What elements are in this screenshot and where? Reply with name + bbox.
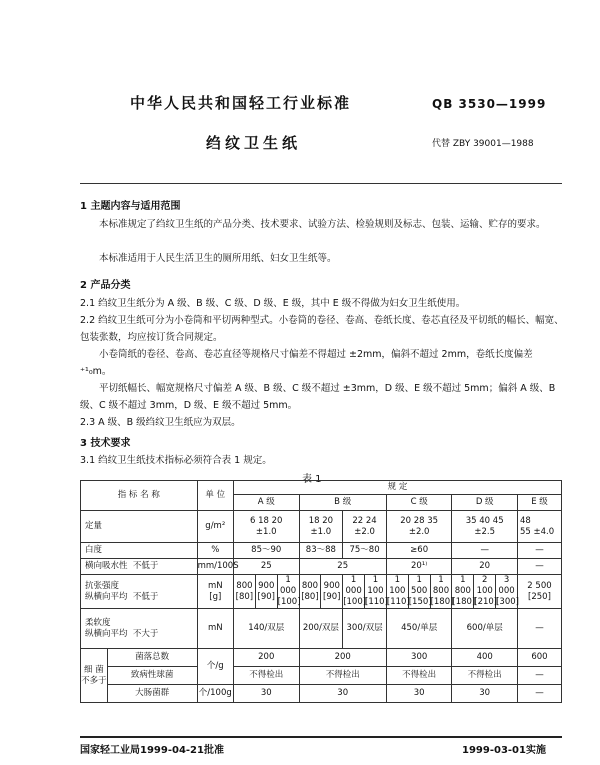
- micro-group-label: 细 菌: [84, 664, 104, 675]
- absorb-e: —: [517, 559, 561, 575]
- clause-2-2: 2.2 绉纹卫生纸可分为小卷筒和平切两种型式。小卷筒的卷径、卷高、卷纸长度、卷芯直径及平切纸的幅长、幅宽、包装张数，均应按订货合同规定。: [80, 315, 564, 343]
- quant-e-top: 48: [519, 515, 531, 526]
- row-absorbency: [81, 559, 562, 575]
- micro-group-label-2: 不多于: [81, 675, 107, 686]
- tensile-label-cell: [81, 575, 198, 609]
- soft-label-1: 柔软度: [85, 617, 111, 628]
- quant-b2: [343, 511, 387, 543]
- soft-suffix: 不大于: [132, 628, 159, 639]
- coliform-c: 30: [386, 685, 452, 703]
- quant-a-tol: ±1.0: [255, 526, 277, 537]
- absorb-c: 20¹⁾: [386, 559, 452, 575]
- pathogen-d: 不得检出: [452, 667, 518, 685]
- tensile-label-line-2: [85, 592, 197, 603]
- tensile-bracket: [80]: [235, 591, 254, 602]
- org-title: 中华人民共和国轻工行业标准: [130, 94, 352, 112]
- grade-a: A 级: [233, 495, 299, 511]
- white-label: 白度: [81, 543, 198, 559]
- hdr-indicator: 指 标 名 称: [81, 481, 198, 511]
- tensile-unit: [197, 575, 233, 609]
- section-1-para-1: [80, 216, 564, 233]
- tensile-bracket: [100]: [343, 597, 367, 607]
- tensile-cell: [452, 575, 474, 609]
- grade-d: D 级: [452, 495, 518, 511]
- quant-b1: [299, 511, 343, 543]
- quant-d: [452, 511, 518, 543]
- clause-2-2-para-3: [80, 380, 564, 414]
- tensile-cell: [408, 575, 430, 609]
- tensile-cell: [474, 575, 496, 609]
- pathogen-b: 不得检出: [299, 667, 386, 685]
- row-softness: [81, 609, 562, 649]
- tensile-value: 1 100: [389, 575, 406, 596]
- quant-a-values: 6 18 20: [250, 515, 283, 526]
- coliform-b: 30: [299, 685, 386, 703]
- footer-divider: [80, 736, 562, 738]
- section-1-para-2: [80, 250, 564, 267]
- colony-c: 300: [386, 649, 452, 667]
- pathogen-e: —: [517, 667, 561, 685]
- quant-label: 定量: [81, 511, 198, 543]
- tensile-label-1: 抗张强度: [85, 580, 120, 591]
- quant-c: [386, 511, 452, 543]
- tensile-value: 1 500: [411, 575, 428, 596]
- tensile-value: 3 000: [498, 575, 515, 596]
- soft-b2: 300/双层: [343, 609, 387, 649]
- colony-b: 200: [299, 649, 386, 667]
- white-b1: 83～88: [299, 543, 343, 559]
- tensile-value: 1 800: [454, 575, 471, 596]
- clause-2-2-para-2-text: 小卷筒纸的卷径、卷高、卷芯直径等规格尺寸偏差不得超过 ±2mm，偏斜不超过 2mm，卷纸长度偏差 ⁺¹₀m。: [80, 349, 533, 377]
- row-whiteness: [81, 543, 562, 559]
- tensile-bracket: [150]: [408, 597, 432, 607]
- soft-d: 600/单层: [452, 609, 518, 649]
- tensile-value: 2 500: [527, 580, 552, 591]
- quant-c-tol: ±2.0: [408, 526, 430, 537]
- row-colony-count: [81, 649, 562, 667]
- tensile-value: 1 000: [279, 575, 297, 596]
- colony-d: 400: [452, 649, 518, 667]
- clause-2-1: 2.1 绉纹卫生纸分为 A 级、B 级、C 级、D 级、E 级，其中 E 级不得做为妇女卫生纸使用。: [80, 298, 466, 309]
- tensile-bracket: [180]: [452, 597, 476, 607]
- quant-b2-tol: ±2.0: [354, 526, 375, 537]
- quant-c-values: 20 28 35: [400, 515, 439, 526]
- colony-a: 200: [233, 649, 299, 667]
- section-3-heading: 3 技术要求: [80, 438, 131, 449]
- tensile-cell: [233, 575, 255, 609]
- quant-unit: g/m²: [197, 511, 233, 543]
- tensile-value: 1 800: [432, 575, 450, 596]
- tensile-cell: [321, 575, 343, 609]
- quant-e-bottom: [520, 527, 561, 538]
- quant-d-values: 35 40 45: [465, 515, 504, 526]
- tensile-cell: [365, 575, 387, 609]
- quant-b1-tol: ±1.0: [310, 526, 332, 537]
- soft-unit: mN: [197, 609, 233, 649]
- tensile-bracket: [300]: [496, 597, 519, 607]
- white-c: ≥60: [386, 543, 452, 559]
- tensile-bracket: [180]: [430, 597, 454, 607]
- tensile-label-2: 纵横向平均: [85, 591, 128, 602]
- row-tensile: [81, 575, 562, 609]
- colony-label: 菌落总数: [107, 649, 197, 667]
- table-caption: 表 1: [302, 474, 322, 485]
- tensile-cell: [277, 575, 299, 609]
- row-quantity: [81, 511, 562, 543]
- row-pathogenic: [81, 667, 562, 685]
- quant-d-tol: ±2.5: [474, 526, 495, 537]
- tensile-bracket: [90]: [323, 591, 341, 602]
- tensile-value: 1 000: [345, 575, 362, 596]
- micro-group: [81, 649, 108, 703]
- soft-label-line-2: [85, 629, 197, 640]
- coliform-d: 30: [452, 685, 518, 703]
- soft-e: —: [517, 609, 561, 649]
- pathogen-c: 不得检出: [386, 667, 452, 685]
- hdr-spec: 规 定: [233, 481, 561, 495]
- tensile-bracket: [90]: [257, 591, 275, 602]
- absorb-d: 20: [452, 559, 518, 575]
- coliform-a: 30: [233, 685, 299, 703]
- absorb-label: 横向吸水性: [85, 561, 128, 571]
- tensile-cell: [255, 575, 277, 609]
- tensile-bracket: [100]: [277, 597, 301, 607]
- tensile-cell: [386, 575, 408, 609]
- approval-line: 国家轻工业局1999-04-21批准: [80, 745, 224, 756]
- standard-code: QB 3530—1999: [432, 97, 547, 111]
- absorb-a: 25: [233, 559, 299, 575]
- absorb-unit: mm/100S: [197, 559, 233, 575]
- clause-2-2-para-3-text: 平切纸幅长、幅宽规格尺寸偏差 A 级、B 级、C 级不超过 ±3mm，D 级、E 级不超过 5mm；偏斜 A 级、B 级、C 级不超过 3mm，D 级、E 级不超过 5mm。: [80, 383, 556, 411]
- section-1-heading: 1 主题内容与适用范围: [80, 201, 181, 212]
- quant-e-tol: ±4.0: [533, 526, 555, 537]
- tensile-cell: [299, 575, 321, 609]
- tensile-cell: [496, 575, 518, 609]
- coliform-label: 大肠菌群: [107, 685, 197, 703]
- grade-e: E 级: [517, 495, 561, 511]
- tensile-value: 900: [258, 580, 275, 591]
- tensile-bracket: [110]: [365, 597, 388, 607]
- table-header-row: [81, 481, 562, 495]
- tensile-unit-1: mN: [207, 580, 223, 591]
- section-1-para-2-text: 本标准适用于人民生活卫生的厕所用纸、妇女卫生纸等。: [99, 253, 337, 264]
- soft-a: 140/双层: [233, 609, 299, 649]
- soft-c: 450/单层: [386, 609, 452, 649]
- clause-3-1: 3.1 绉纹卫生纸技术指标必须符合表 1 规定。: [80, 455, 272, 466]
- quant-e-low: 55: [519, 526, 531, 537]
- coliform-unit: 个/100g: [197, 685, 233, 703]
- tensile-cell: [430, 575, 452, 609]
- tensile-value: 900: [323, 580, 340, 591]
- section-2-heading: 2 产品分类: [80, 280, 131, 291]
- spec-table: [80, 480, 562, 703]
- tensile-suffix: 不低于: [132, 591, 159, 602]
- grade-c: C 级: [386, 495, 452, 511]
- pathogen-label: 致病性球菌: [107, 667, 197, 685]
- tensile-cell: [517, 575, 561, 609]
- quant-a: [233, 511, 299, 543]
- white-a: 85～90: [233, 543, 299, 559]
- tensile-bracket: [210]: [474, 597, 498, 607]
- soft-label-2: 纵横向平均: [85, 628, 128, 639]
- header-divider: [80, 183, 562, 184]
- tensile-value: 800: [236, 580, 253, 591]
- absorb-b: 25: [299, 559, 386, 575]
- section-1-para-1-text: 本标准规定了绉纹卫生纸的产品分类、技术要求、试验方法、检验规则及标志、包装、运输、贮存的要求。: [99, 219, 546, 230]
- tensile-bracket: [110]: [386, 597, 410, 607]
- white-e: —: [517, 543, 561, 559]
- tensile-bracket: [250]: [528, 591, 551, 602]
- colony-e: 600: [517, 649, 561, 667]
- tensile-unit-2: [g]: [209, 591, 222, 602]
- tensile-value: 1 100: [367, 575, 384, 596]
- clause-2-2-para-2: [80, 346, 564, 380]
- tensile-value: 2 100: [476, 575, 493, 596]
- quant-e: [517, 511, 561, 543]
- coliform-e: —: [517, 685, 561, 703]
- document-title: 绉纹卫生纸: [206, 134, 302, 152]
- tensile-value: 800: [301, 580, 319, 591]
- quant-b2-values: 22 24: [352, 515, 377, 526]
- white-unit: %: [197, 543, 233, 559]
- pathogen-a: 不得检出: [233, 667, 299, 685]
- tensile-cell: [343, 575, 365, 609]
- white-d: —: [452, 543, 518, 559]
- replaces-note: 代替 ZBY 39001—1988: [432, 139, 534, 149]
- grade-b: B 级: [299, 495, 386, 511]
- clause-2-3: 2.3 A 级、B 级绉纹卫生纸应为双层。: [80, 417, 241, 428]
- soft-b1: 200/双层: [299, 609, 343, 649]
- quant-b1-values: 18 20: [308, 515, 334, 526]
- row-coliform: [81, 685, 562, 703]
- tensile-bracket: [80]: [301, 591, 319, 602]
- absorb-label-cell: [81, 559, 198, 575]
- hdr-unit: 单 位: [197, 481, 233, 511]
- white-b2: 75～80: [343, 543, 387, 559]
- soft-label-cell: [81, 609, 198, 649]
- effective-date: 1999-03-01实施: [462, 745, 546, 756]
- micro-unit: 个/g: [197, 649, 233, 685]
- absorb-suffix: 不低于: [132, 561, 159, 571]
